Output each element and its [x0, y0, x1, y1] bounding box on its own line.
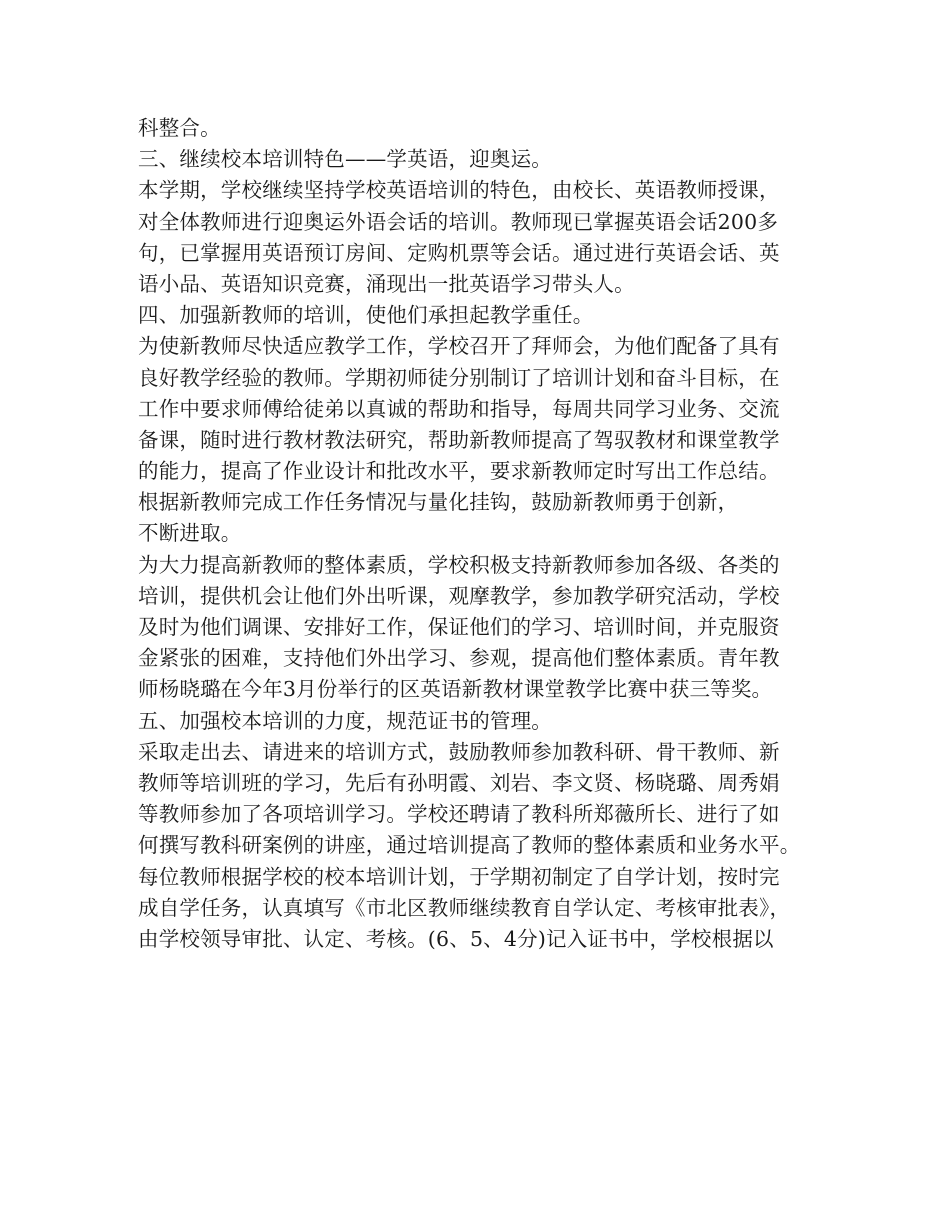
text-line: 句，已掌握用英语预订房间、定购机票等会话。通过进行英语会话、英 — [138, 240, 780, 265]
text-line: 不断进取。 — [138, 521, 242, 546]
text-line: 金紧张的困难，支持他们外出学习、参观，提高他们整体素质。青年教 — [138, 646, 780, 671]
text-line: 的能力，提高了作业设计和批改水平，要求新教师定时写出工作总结。 — [138, 459, 780, 484]
text-line: 每位教师根据学校的校本培训计划，于学期初制定了自学计划，按时完 — [138, 864, 780, 889]
text-line: 对全体教师进行迎奥运外语会话的培训。教师现已掌握英语会话200多 — [138, 209, 779, 234]
text-line: 成自学任务，认真填写《市北区教师继续教育自学认定、考核审批表》， — [138, 895, 791, 920]
text-line: 何撰写教科研案例的讲座，通过培训提高了教师的整体素质和业务水平。 — [138, 833, 801, 858]
text-line: 及时为他们调课、安排好工作，保证他们的学习、培训时间，并克服资 — [138, 615, 780, 639]
text-line: 科整合。 — [138, 116, 221, 140]
text-line: 语小品、英语知识竞赛，涌现出一批英语学习带头人。 — [138, 271, 635, 296]
section-heading-4: 四、加强新教师的培训，使他们承担起教学重任。 — [138, 303, 594, 328]
text-line: 良好教学经验的教师。学期初师徒分别制订了培训计划和奋斗目标，在 — [138, 365, 780, 390]
text-line: 培训，提供机会让他们外出听课，观摩教学，参加教学研究活动，学校 — [138, 583, 780, 608]
text-line: 为大力提高新教师的整体素质，学校积极支持新教师参加各级、各类的 — [138, 552, 780, 577]
text-line: 师杨晓璐在今年3月份举行的区英语新教材课堂教学比赛中获三等奖。 — [138, 677, 773, 702]
text-line: 教师等培训班的学习，先后有孙明霞、刘岩、李文贤、杨晓璐、周秀娟 — [138, 770, 780, 795]
document-body — [138, 113, 828, 955]
text-line: 工作中要求师傅给徒弟以真诚的帮助和指导，每周共同学习业务、交流 — [138, 396, 780, 421]
text-line: 等教师参加了各项培训学习。学校还聘请了教科所郑薇所长、进行了如 — [138, 802, 780, 827]
text-line: 根据新教师完成工作任务情况与量化挂钩，鼓励新教师勇于创新， — [138, 490, 739, 515]
text-line: 为使新教师尽快适应教学工作，学校召开了拜师会，为他们配备了具有 — [138, 334, 780, 359]
section-heading-3: 三、继续校本培训特色——学英语，迎奥运。 — [138, 147, 552, 172]
text-line: 由学校领导审批、认定、考核。(6、5、4分)记入证书中，学校根据以 — [138, 926, 774, 951]
text-line: 本学期，学校继续坚持学校英语培训的特色，由校长、英语教师授课， — [138, 178, 780, 203]
section-heading-5: 五、加强校本培训的力度，规范证书的管理。 — [138, 708, 552, 733]
text-line: 采取走出去、请进来的培训方式，鼓励教师参加教科研、骨干教师、新 — [138, 739, 780, 764]
text-line: 备课，随时进行教材教法研究，帮助新教师提高了驾驭教材和课堂教学 — [138, 427, 780, 452]
